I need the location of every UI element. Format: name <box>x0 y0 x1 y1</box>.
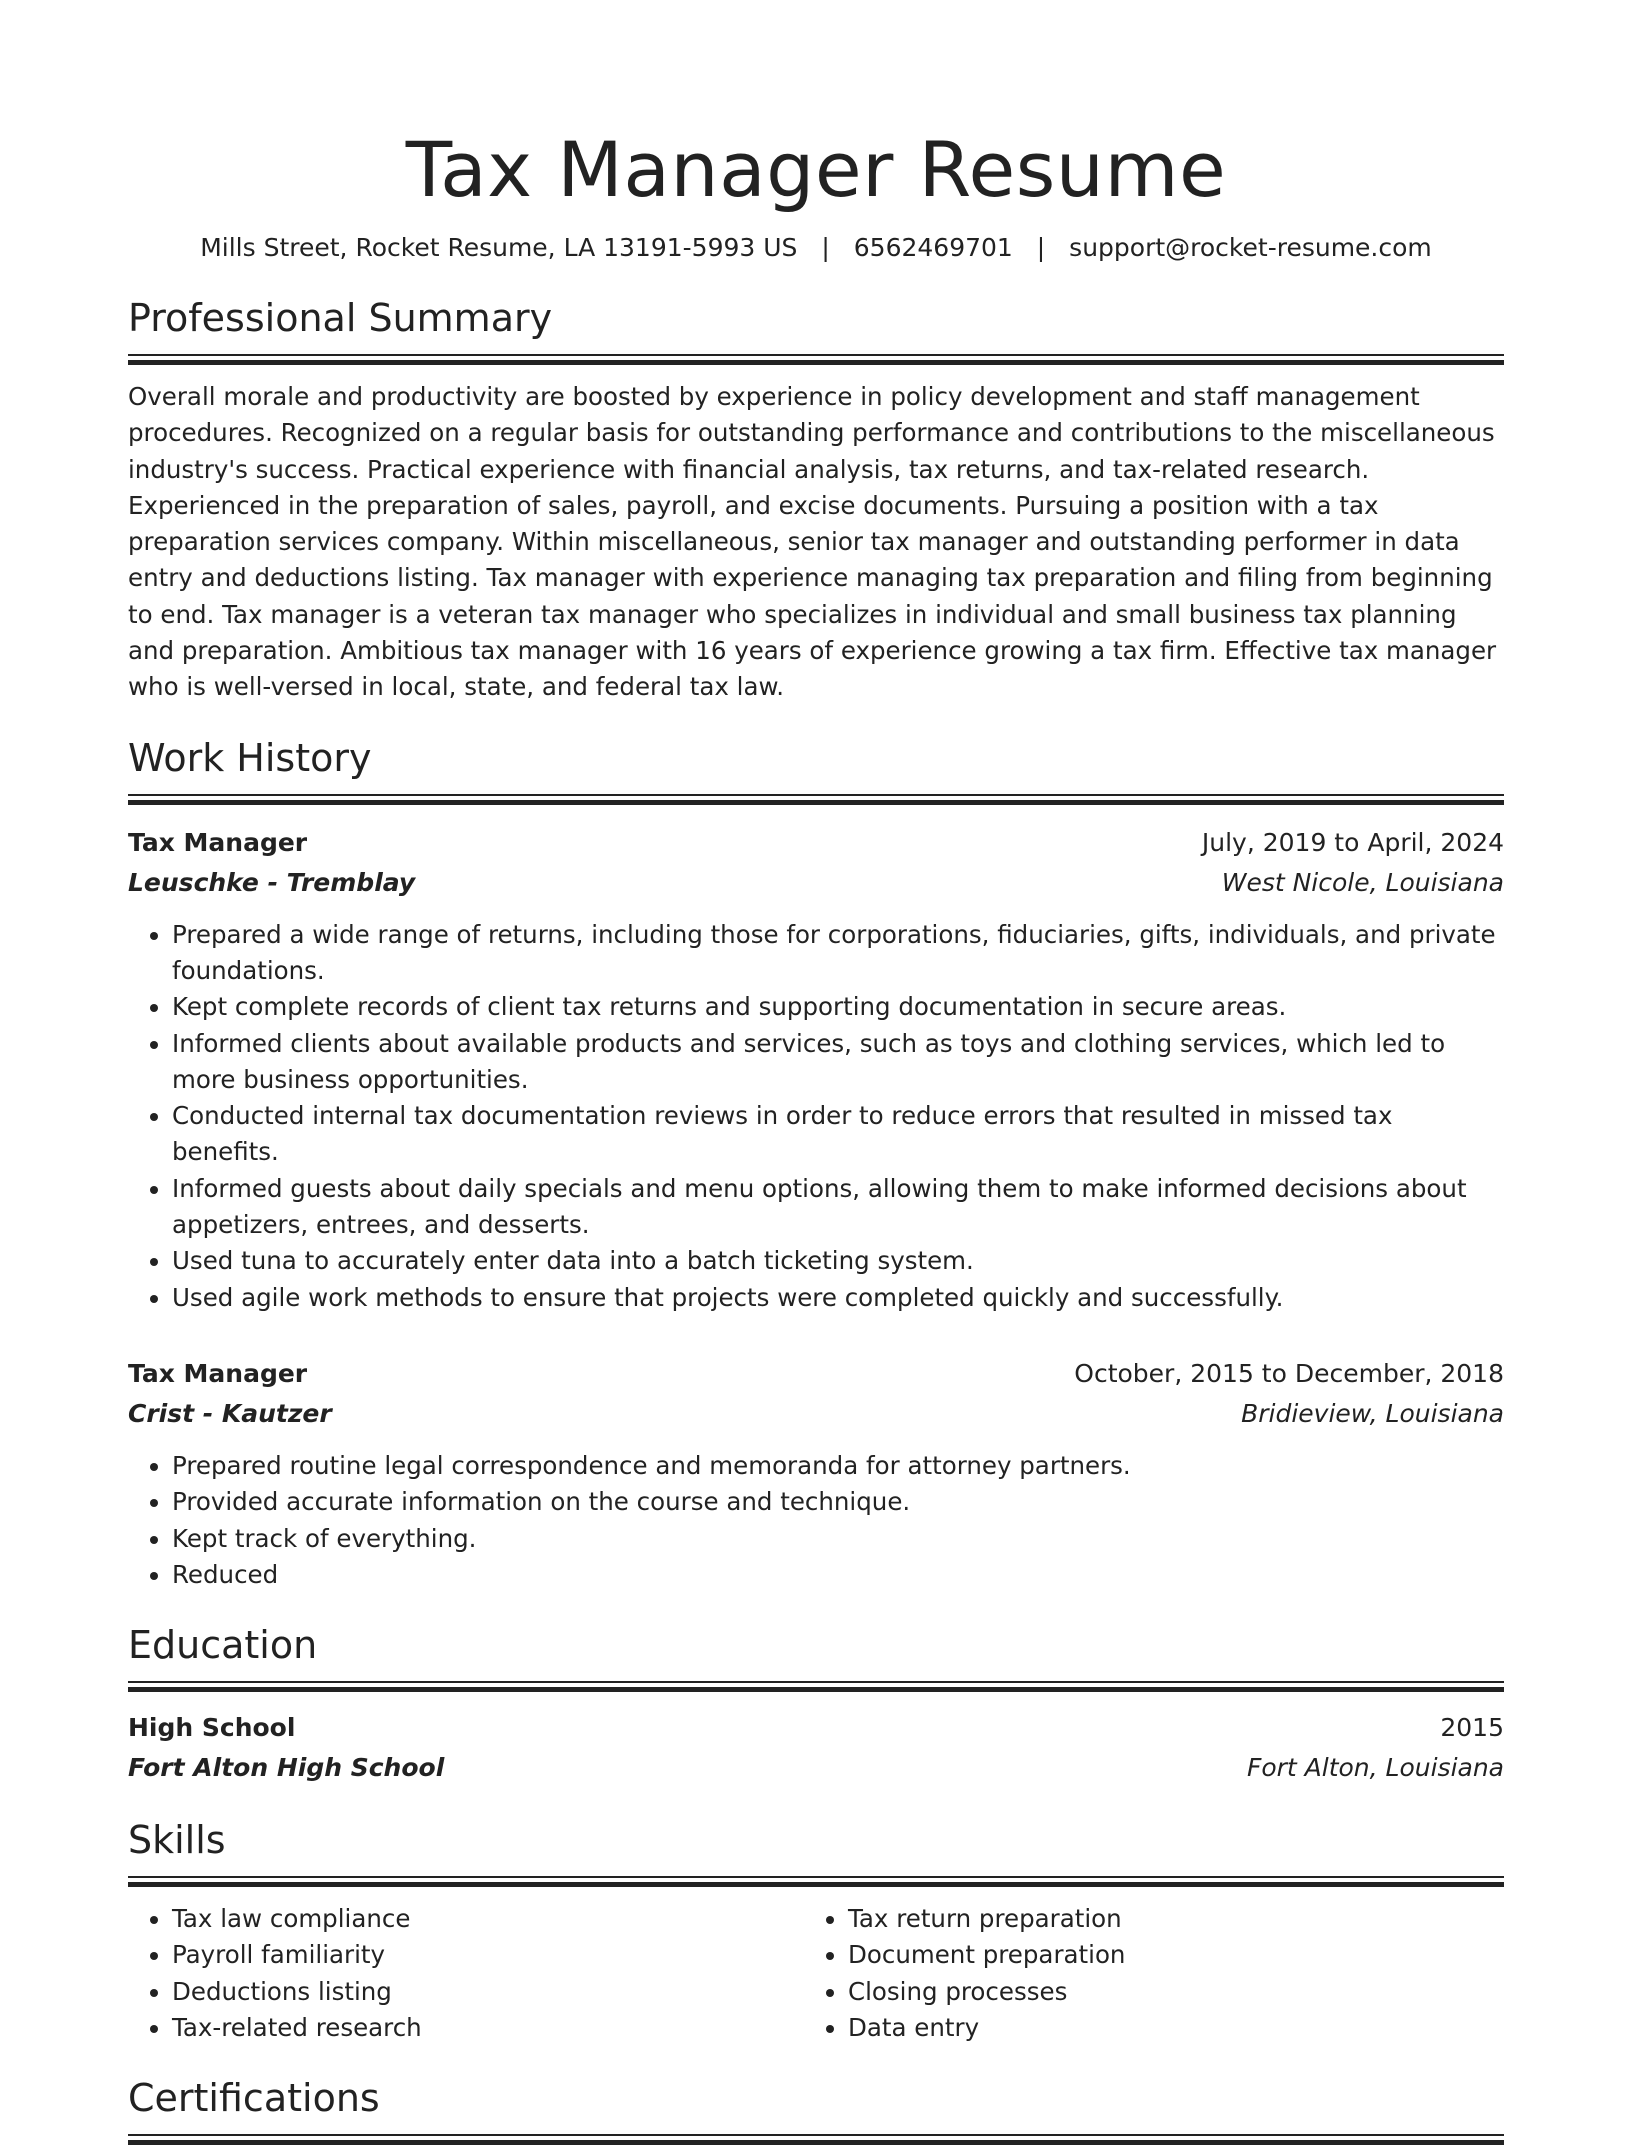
job-company: Leuschke - Tremblay <box>128 867 416 897</box>
skill-item: • Closing processes <box>848 1974 1448 2010</box>
skill-item: • Tax-related research <box>172 2010 804 2046</box>
section-heading-skills: Skills <box>128 1818 226 1863</box>
section-divider <box>128 2134 1504 2145</box>
job-bullets <box>128 1448 1504 1593</box>
section-heading-work-history: Work History <box>128 735 372 780</box>
list-item: • Used agile work methods to ensure that projects were completed quickly and successfully. <box>172 1280 1504 1316</box>
education-degree: High School <box>128 1713 296 1743</box>
section-divider <box>128 354 1504 365</box>
list-item: • Prepared a wide range of returns, including those for corporations, fiduciaries, gifts, individuals, and private foundations. <box>172 917 1504 990</box>
education-school: Fort Alton High School <box>128 1753 445 1783</box>
job-title: Tax Manager <box>128 1358 308 1388</box>
list-item: • Kept complete records of client tax returns and supporting documentation in secure areas. <box>172 989 1504 1025</box>
education-year: 2015 <box>1440 1713 1504 1743</box>
job-dates: July, 2019 to April, 2024 <box>1201 827 1504 857</box>
job-entry <box>128 823 1504 1316</box>
list-item: • Conducted internal tax documentation reviews in order to reduce errors that resulted in missed tax benefits. <box>172 1098 1504 1171</box>
section-divider <box>128 794 1504 805</box>
job-location: West Nicole, Louisiana <box>1221 867 1504 897</box>
job-entry <box>128 1354 1504 1593</box>
contact-line <box>128 230 1504 266</box>
education-entry <box>128 1708 1504 1788</box>
skill-item: • Deductions listing <box>172 1974 804 2010</box>
education-location: Fort Alton, Louisiana <box>1246 1753 1504 1783</box>
job-bullets <box>128 917 1504 1316</box>
list-item: • Informed clients about available products and services, such as toys and clothing services, which led to more business opportunities. <box>172 1026 1504 1099</box>
section-heading-education: Education <box>128 1623 318 1668</box>
skill-item: • Tax return preparation <box>848 1901 1448 1937</box>
job-dates: October, 2015 to December, 2018 <box>1074 1358 1504 1388</box>
section-heading-summary: Professional Summary <box>128 296 553 340</box>
section-divider <box>128 1876 1504 1887</box>
resume-page <box>128 0 1504 2145</box>
contact-address: Mills Street, Rocket Resume, LA 13191-5993 US <box>200 233 798 262</box>
skill-item: • Payroll familiarity <box>172 1937 804 1973</box>
list-item: • Informed guests about daily specials and menu options, allowing them to make informed decisions about appetizers, entrees, and desserts. <box>172 1171 1504 1244</box>
list-item: • Provided accurate information on the course and technique. <box>172 1484 1504 1520</box>
contact-phone: 6562469701 <box>853 233 1013 262</box>
skill-item: • Tax law compliance <box>172 1901 804 1937</box>
list-item: • Reduced <box>172 1557 1504 1593</box>
contact-separator: | <box>1036 233 1046 262</box>
job-company: Crist - Kautzer <box>128 1398 332 1428</box>
skills-column-left <box>128 1901 804 2046</box>
contact-separator: | <box>821 233 830 262</box>
list-item: • Kept track of everything. <box>172 1521 1504 1557</box>
contact-email: support@rocket-resume.com <box>1069 233 1432 262</box>
list-item: • Used tuna to accurately enter data into a batch ticketing system. <box>172 1243 1504 1279</box>
job-title: Tax Manager <box>128 827 308 857</box>
resume-title: Tax Manager Resume <box>405 125 1227 214</box>
list-item: • Prepared routine legal correspondence and memoranda for attorney partners. <box>172 1448 1504 1484</box>
skill-item: • Data entry <box>848 2010 1448 2046</box>
section-heading-certifications: Certifications <box>128 2076 380 2121</box>
skills-column-right <box>804 1901 1448 2046</box>
section-divider <box>128 1681 1504 1692</box>
skill-item: • Document preparation <box>848 1937 1448 1973</box>
job-location: Bridieview, Louisiana <box>1241 1398 1504 1428</box>
skills-list <box>128 1901 1504 2046</box>
summary-text: Overall morale and productivity are boosted by experience in policy development and staff management procedures. Recognized on a regular basis for outstanding performance and contributions to the miscellaneous industry's success. Practical experience with financial analysis, tax returns, and tax-related research. Experienced in the preparation of sales, payroll, and excise documents. Pursuing a position with a tax preparation services company. Within miscellaneous, senior tax manager and outstanding performer in data entry and deductions listing. Tax manager with experience managing tax preparation and filing from beginning to end. Tax manager is a veteran tax manager who specializes in individual and small business tax planning and preparation. Ambitious tax manager with 16 years of experience growing a tax firm. Effective tax manager who is well-versed in local, state, and federal tax law. <box>128 382 1497 702</box>
